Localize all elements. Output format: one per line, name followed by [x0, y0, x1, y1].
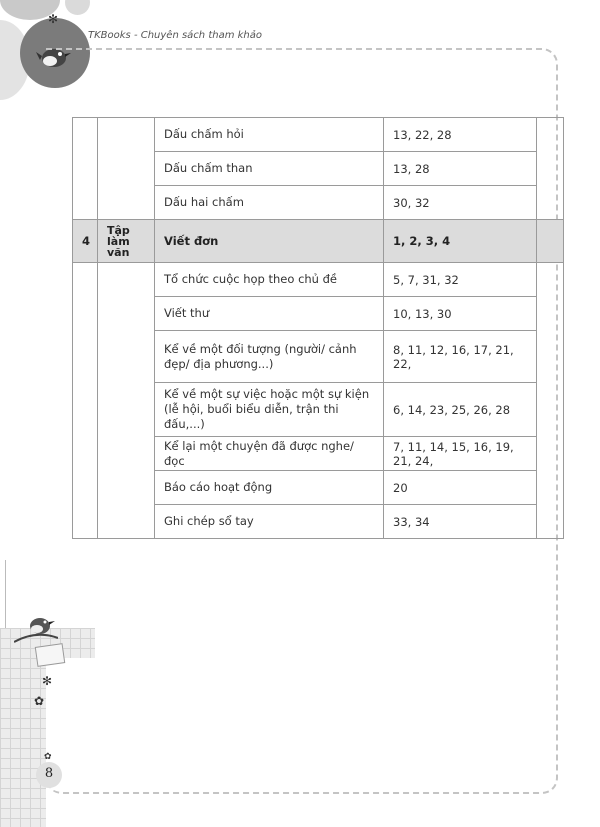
- header-title: TKBooks - Chuyên sách tham khảo: [88, 30, 263, 41]
- index-table: [72, 117, 564, 539]
- decor-sign: [35, 643, 66, 667]
- table-cell-pages: 13, 22, 28: [384, 118, 537, 152]
- table-cell-pages: 6, 14, 23, 25, 26, 28: [384, 383, 537, 437]
- table-cell-item: Ghi chép sổ tay: [155, 505, 384, 539]
- section-number: 4: [73, 220, 98, 263]
- flower-icon: ✻: [48, 12, 59, 26]
- page-number-badge: [36, 762, 62, 788]
- table-cell-pages: 20: [384, 471, 537, 505]
- table-cell-item: Tổ chức cuộc họp theo chủ đề: [155, 263, 384, 297]
- table-cell-item: Dấu hai chấm: [155, 186, 384, 220]
- table-cell-item: Kể lại một chuyện đã được nghe/đọc: [155, 437, 384, 471]
- table-row: [73, 118, 564, 152]
- table-cell-item: Dấu chấm than: [155, 152, 384, 186]
- flower-icon: ✿: [34, 694, 45, 708]
- page-number: 8: [44, 766, 54, 781]
- section-pages: 1, 2, 3, 4: [384, 220, 537, 263]
- decor-circle-small: [65, 0, 90, 15]
- section-topic: Tập làm văn: [98, 220, 155, 263]
- section-item: Viết đơn: [155, 220, 384, 263]
- flower-icon: ✿: [44, 752, 52, 762]
- section-row: [73, 220, 564, 263]
- table-cell-pages: 8, 11, 12, 16, 17, 21, 22,: [384, 331, 537, 383]
- table-cell-pages: 7, 11, 14, 15, 16, 19, 21, 24,: [384, 437, 537, 471]
- flower-icon: ✻: [42, 674, 53, 688]
- table-cell-pages: 5, 7, 31, 32: [384, 263, 537, 297]
- decor-line: [5, 560, 6, 630]
- table-cell-pages: 30, 32: [384, 186, 537, 220]
- table-cell-item: Dấu chấm hỏi: [155, 118, 384, 152]
- table-cell-pages: 10, 13, 30: [384, 297, 537, 331]
- table-cell-pages: 13, 28: [384, 152, 537, 186]
- table-row: [73, 263, 564, 297]
- table-cell-item: Viết thư: [155, 297, 384, 331]
- table-cell-item: Kể về một sự việc hoặc một sự kiện (lễ hội, buổi biểu diễn, trận thi đấu,...): [155, 383, 384, 437]
- table-cell-pages: 33, 34: [384, 505, 537, 539]
- table-cell-item: Báo cáo hoạt động: [155, 471, 384, 505]
- table-cell-item: Kể về một đối tượng (người/ cảnh đẹp/ địa phương...): [155, 331, 384, 383]
